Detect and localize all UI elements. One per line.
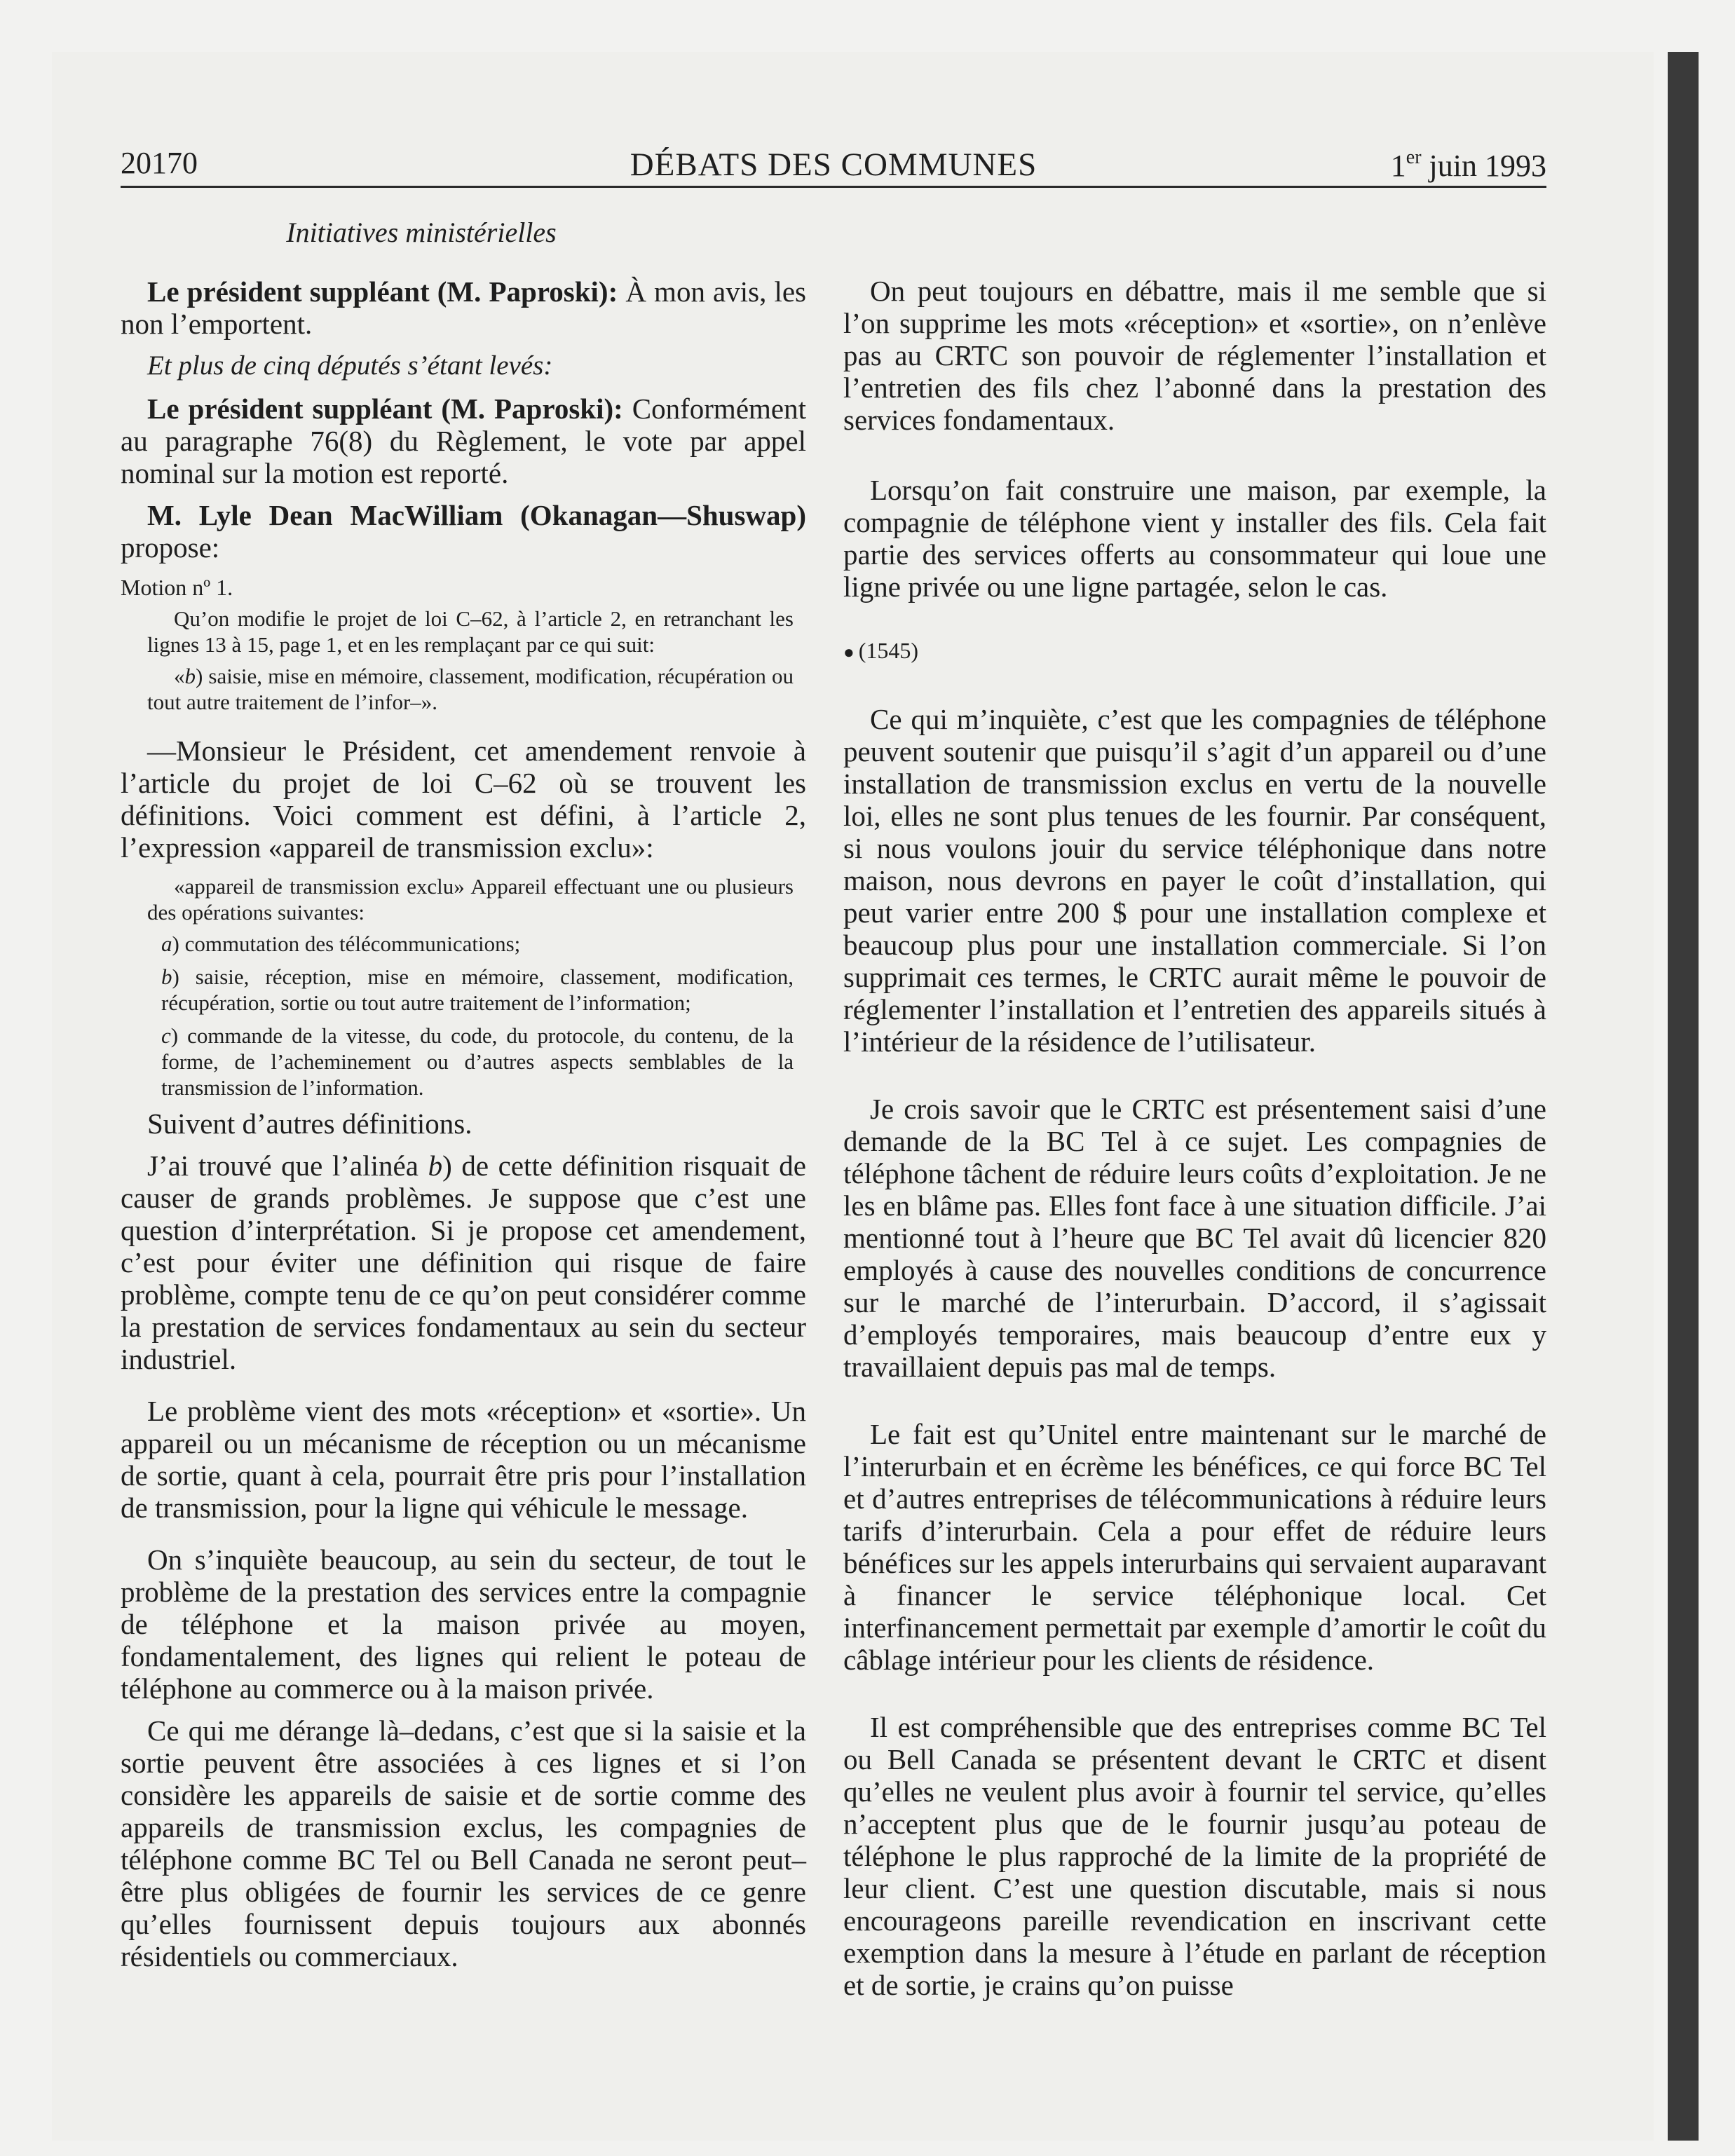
date-rest: juin 1993: [1421, 149, 1546, 183]
page-header: [121, 143, 1546, 188]
speech-text: À mon avis, les non l’emportent.: [121, 275, 806, 340]
scan-edge: [1668, 52, 1699, 2141]
section-heading: Initiatives ministérielles: [286, 217, 557, 248]
quote-mark: «: [174, 664, 185, 688]
paragraph: [121, 499, 806, 564]
paragraph: Je crois savoir que le CRTC est présentement saisi d’une demande de la BC Tel à ce sujet. Les compagnies de téléphone tâchent de réduire leurs coûts d’exploitation. Je ne les en blâme pas. Elles font face à une situation difficile. J’ai mentionné tout à l’heure que BC Tel avait dû licencier 820 employés à cause des nouvelles conditions de concurrence sur le marché de l’interurbain. D’accord, il s’agissait d’employés temporaires, mais beaucoup d’entre eux y travaillaient depuis pas mal de temps.: [843, 1093, 1546, 1383]
speech-text: propose:: [121, 531, 220, 564]
paragraph: Le problème vient des mots «réception» et «sortie». Un appareil ou un mécanisme de réception ou un mécanisme de sortie, quant à cela, pourrait être pris pour l’installation de transmission, pour la ligne qui véhicule le message.: [121, 1395, 806, 1524]
header-rule: [121, 186, 1546, 188]
item-label: b: [428, 1149, 443, 1182]
paragraph: Ce qui m’inquiète, c’est que les compagnies de téléphone peuvent soutenir que puisqu’il s’agit d’un appareil ou d’une installation de transmission exclus en vertu de la nouvelle loi, elles ne sont plus tenues de les fournir. Par conséquent, si nous voulons jouir du service téléphonique dans notre maison, nous devrons en payer le coût d’installation, qui peut varier entre 200 $ pour une installation complexe et beaucoup plus pour une installation commerciale. Si l’on supprimait ces termes, le CRTC aurait même le pouvoir de réglementer l’installation et l’entretien des appareils situés à l’intérieur de la résidence de l’utilisateur.: [843, 703, 1546, 1058]
speaker-name: Le président suppléant (M. Paproski):: [147, 393, 623, 425]
speaker-name: Le président suppléant (M. Paproski):: [147, 275, 618, 308]
item-label: b: [184, 664, 196, 688]
page-number: 20170: [121, 146, 198, 180]
paragraph: On peut toujours en débattre, mais il me semble que si l’on supprime les mots «réception» et «sortie», on n’enlève pas au CRTC son pouvoir de réglementer l’installation et l’entretien des fils chez l’abonné dans la prestation des services fondamentaux.: [843, 275, 1546, 436]
journal-title: DÉBATS DES COMMUNES: [630, 146, 1037, 183]
timestamp: [843, 638, 1546, 664]
stage-direction: Et plus de cinq députés s’étant levés:: [147, 350, 553, 381]
bullet-icon: ●: [843, 642, 855, 662]
paragraph: Il est compréhensible que des entreprises comme BC Tel ou Bell Canada se présentent devant le CRTC et disent qu’elles ne veulent plus avoir à fournir tel service, qu’elles n’acceptent plus que de le fournir jusqu’au poteau de téléphone le plus rapproché de la limite de la propriété de leur client. C’est une question discutable, mais si nous encourageons pareille revendication en inscrivant cette exemption dans la mesure à l’étude en parlant de réception et de sortie, je crains qu’on puisse: [843, 1711, 1546, 2001]
quoted-text: «appareil de transmission exclu» Appareil effectuant une ou plusieurs des opérations suivantes:: [147, 874, 794, 925]
speaker-name: M. Lyle Dean MacWilliam (Okanagan—Shuswap): [147, 499, 806, 531]
paragraph: [121, 275, 806, 340]
quoted-text: Qu’on modifie le projet de loi C–62, à l’article 2, en retranchant les lignes 13 à 15, page 1, et en les remplaçant par ce qui suit:: [147, 606, 794, 657]
item-text: ) saisie, réception, mise en mémoire, classement, modification, récupération, sortie ou tout autre traitement de l’information;: [161, 964, 794, 1015]
motion-number: Motion nº 1.: [121, 575, 233, 600]
date-superscript: er: [1406, 146, 1422, 168]
item-label: a: [161, 932, 172, 956]
speech-text: Conformément au paragraphe 76(8) du Règlement, le vote par appel nominal sur la motion est reporté.: [121, 393, 806, 489]
issue-date: [1391, 146, 1546, 184]
quoted-text: [147, 663, 794, 715]
item-label: c: [161, 1023, 171, 1048]
item-text: ) commutation des télécommunications;: [172, 932, 521, 956]
right-column: [843, 275, 1546, 2011]
paragraph: Lorsqu’on fait construire une maison, par exemple, la compagnie de téléphone vient y installer des fils. Cela fait partie des services offerts au consommateur qui loue une ligne privée ou une ligne partagée, selon le cas.: [843, 474, 1546, 603]
paragraph: Le fait est qu’Unitel entre maintenant sur le marché de l’interurbain et en écrème les bénéfices, ce qui force BC Tel et d’autres entreprises de télécommunications à réduire leurs tarifs d’interurbain. Cela a pour effet de réduire leurs bénéfices sur les appels interurbains qui servaient auparavant à financer le service téléphonique local. Cet interfinancement permettait par exemple d’amortir le coût du câblage intérieur pour les clients de résidence.: [843, 1418, 1546, 1676]
text-run: ) de cette définition risquait de causer de grands problèmes. Je suppose que c’est une question d’interprétation. Si je propose cet amendement, c’est pour éviter une définition qui risque de faire problème, compte tenu de ce qu’on peut considérer comme la prestation de services fondamentaux au sein du secteur industriel.: [121, 1149, 806, 1375]
paragraph: Ce qui me dérange là–dedans, c’est que si la saisie et la sortie peuvent être associées à ces lignes et si l’on considère les appareils de saisie et de sortie comme des appareils de transmission exclus, les compagnies de téléphone comme BC Tel ou Bell Canada ne seront peut–être plus obligées de fournir les services de ce genre qu’elles fournissent depuis toujours aux abonnés résidentiels ou commerciaux.: [121, 1714, 806, 1972]
paragraph: [121, 1149, 806, 1375]
definition-item: [161, 931, 794, 957]
paragraph: Suivent d’autres définitions.: [147, 1107, 472, 1140]
definition-item: [161, 1023, 794, 1100]
date-day: 1: [1390, 149, 1406, 183]
item-label: b: [161, 964, 172, 989]
timestamp-text: (1545): [858, 638, 919, 663]
left-column: [121, 210, 806, 1982]
text-run: J’ai trouvé que l’alinéa: [147, 1149, 428, 1182]
item-text: ) commande de la vitesse, du code, du protocole, du contenu, de la forme, de l’acheminement ou d’autres aspects semblables de la transmission de l’information.: [161, 1023, 794, 1100]
paragraph: On s’inquiète beaucoup, au sein du secteur, de tout le problème de la prestation des services entre la compagnie de téléphone et la maison privée au moyen, fondamentalement, des lignes qui relient le poteau de téléphone au commerce ou à la maison privée.: [121, 1543, 806, 1705]
definition-item: [161, 964, 794, 1016]
paragraph: [121, 393, 806, 489]
paragraph: —Monsieur le Président, cet amendement renvoie à l’article du projet de loi C–62 où se trouvent les définitions. Voici comment est défini, à l’article 2, l’expression «appareil de transmission exclu»:: [121, 735, 806, 864]
quote-body: ) saisie, mise en mémoire, classement, modification, récupération ou tout autre traitement de l’infor–».: [147, 664, 794, 714]
